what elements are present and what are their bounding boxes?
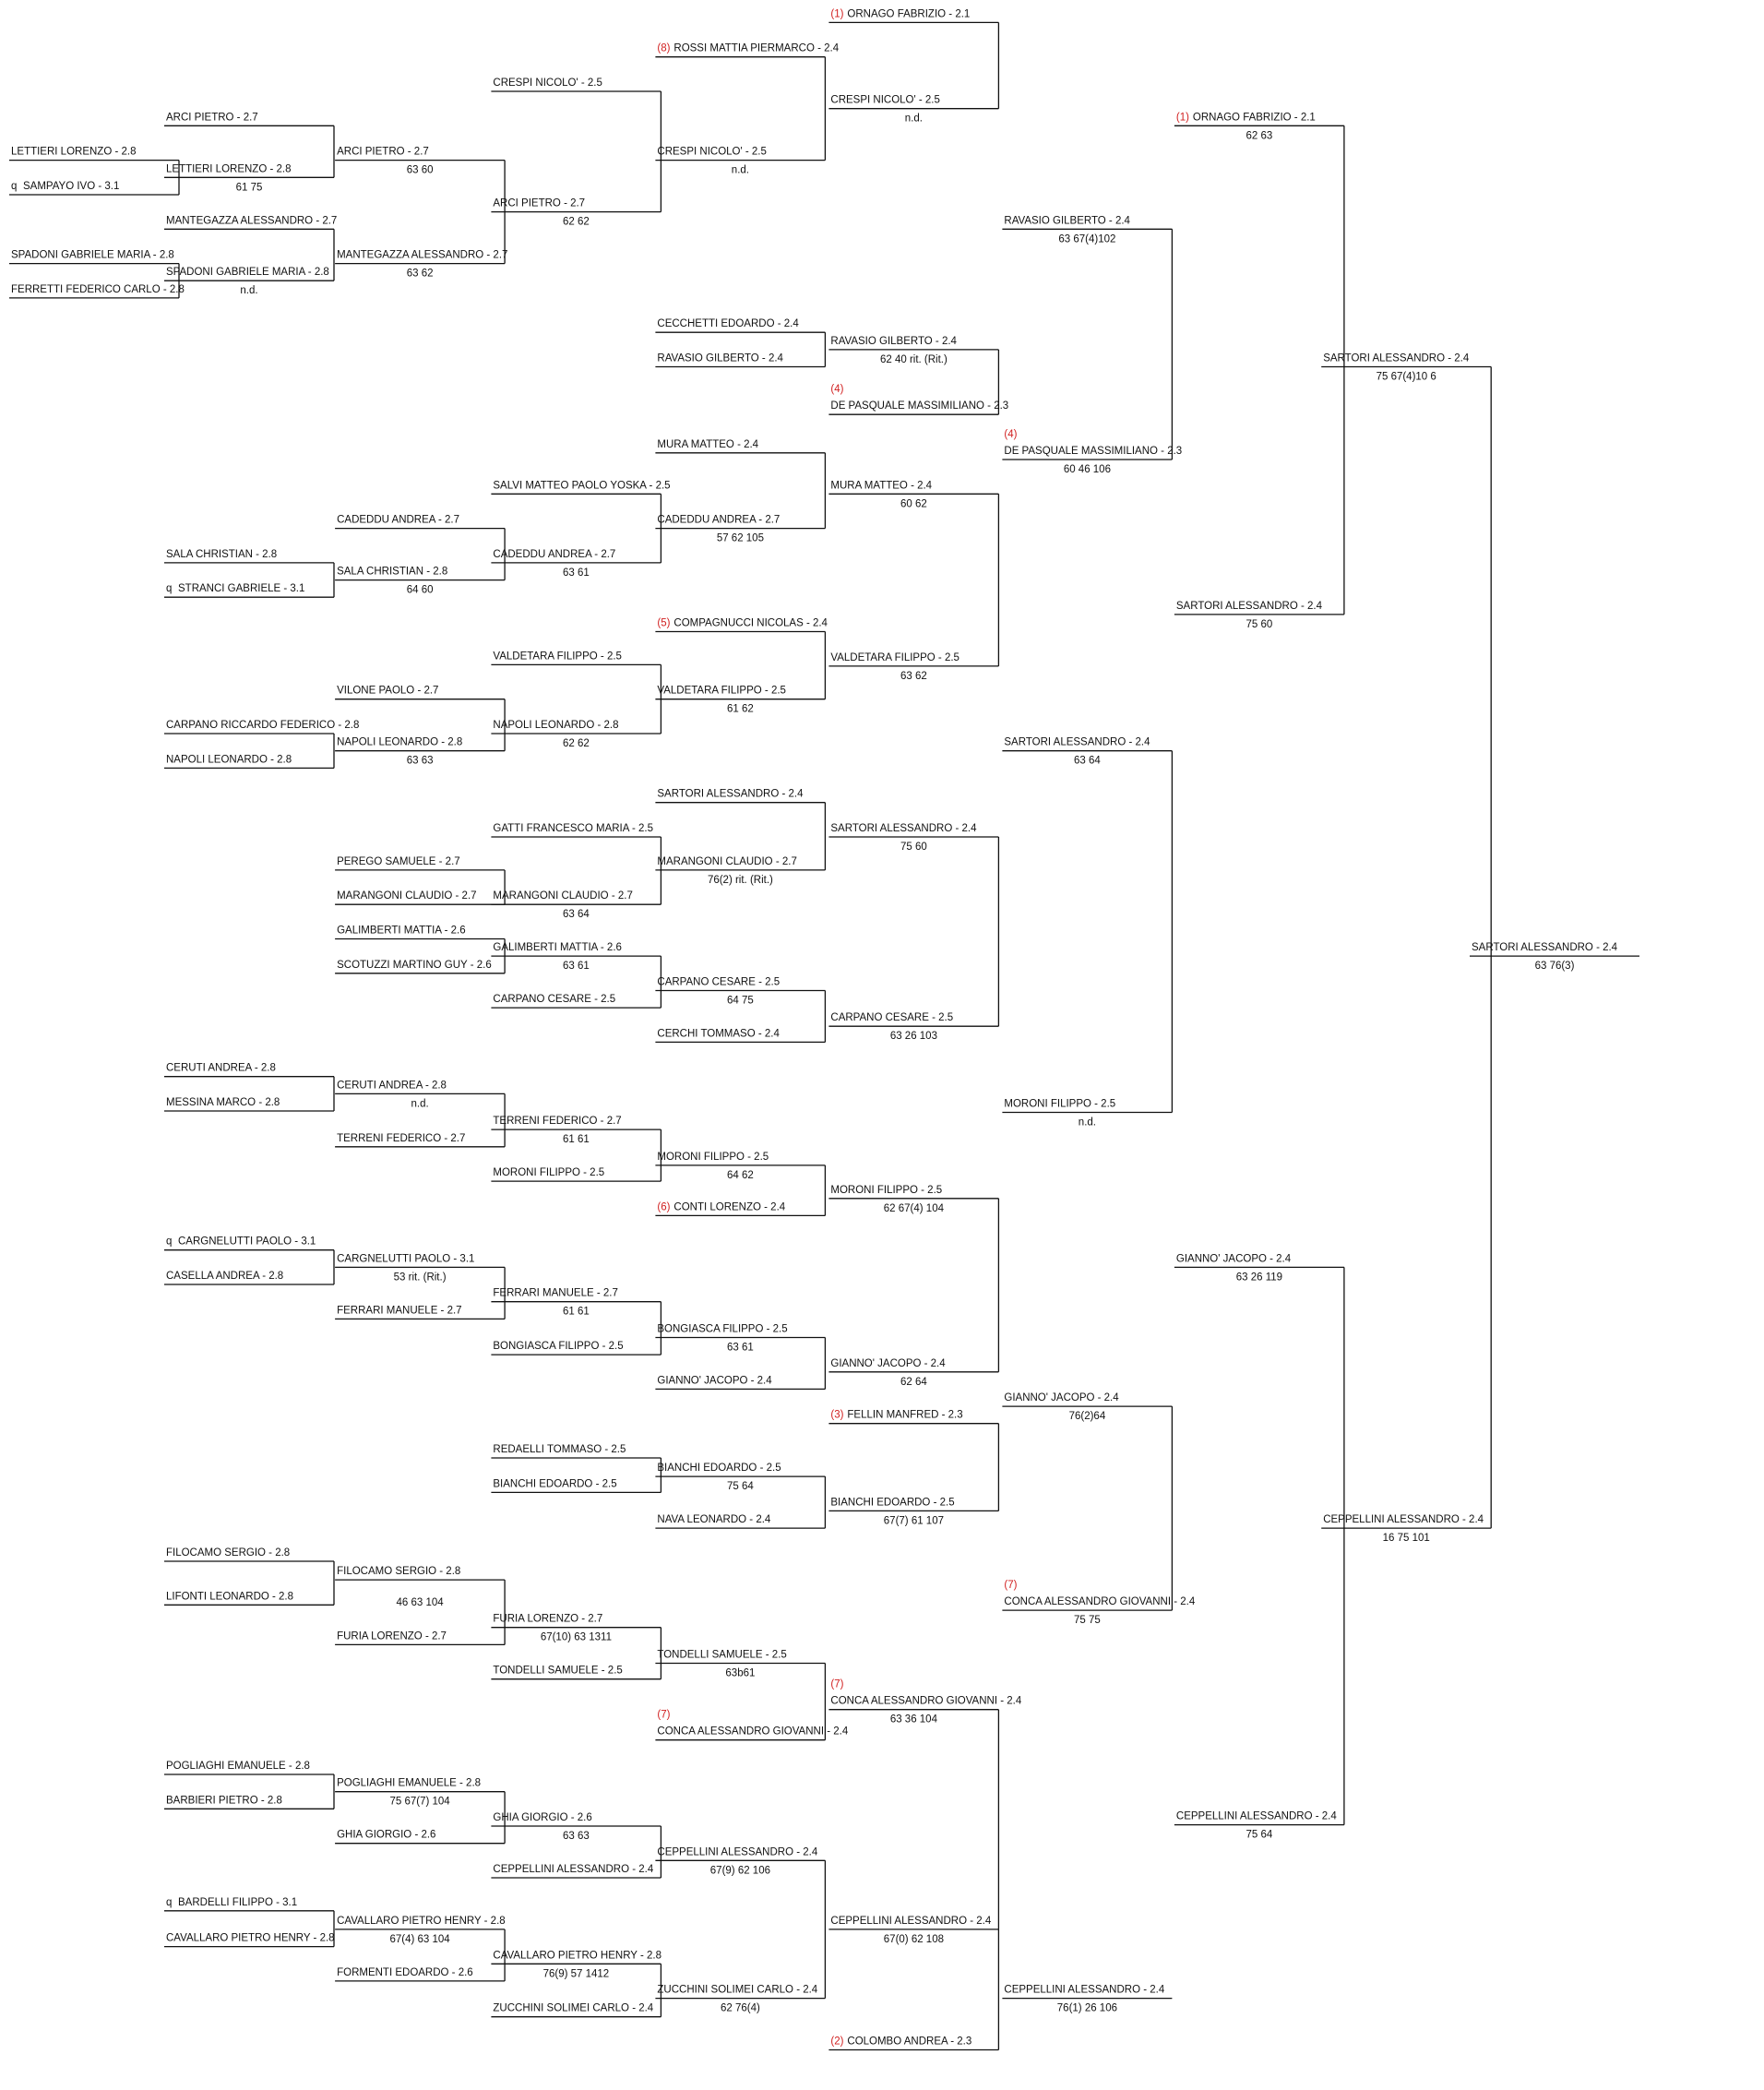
player-name: POGLIAGHI EMANUELE - 2.8 xyxy=(166,1761,310,1772)
player-name: CASELLA ANDREA - 2.8 xyxy=(166,1271,284,1282)
match-score: n.d. xyxy=(411,1098,429,1110)
player-name: GHIA GIORGIO - 2.6 xyxy=(493,1812,592,1823)
match-score: 63 26 119 xyxy=(1235,1272,1283,1284)
match-score: 62 62 xyxy=(563,216,590,228)
player-name: GATTI FRANCESCO MARIA - 2.5 xyxy=(493,823,653,834)
match-score: 75 67(7) 104 xyxy=(389,1796,450,1808)
player-name: CARPANO RICCARDO FEDERICO - 2.8 xyxy=(166,720,360,731)
player-name: CRESPI NICOLO' - 2.5 xyxy=(830,94,940,106)
qualifier-mark: q xyxy=(166,1236,173,1248)
player-name: CARPANO CESARE - 2.5 xyxy=(657,976,781,988)
match-score: 63 60 xyxy=(406,164,434,176)
match-score: 63 36 104 xyxy=(889,1714,937,1726)
player-name: SARTORI ALESSANDRO - 2.4 xyxy=(657,788,804,800)
qualifier-mark: q xyxy=(166,1896,173,1908)
match-score: 62 40 rit. (Rit.) xyxy=(879,353,948,365)
player-name: TERRENI FEDERICO - 2.7 xyxy=(493,1116,622,1128)
player-name: MORONI FILIPPO - 2.5 xyxy=(493,1167,605,1179)
player-name: MARANGONI CLAUDIO - 2.7 xyxy=(493,890,633,902)
player-name: CARGNELUTTI PAOLO - 3.1 xyxy=(178,1236,316,1248)
player-name: CARPANO CESARE - 2.5 xyxy=(830,1012,954,1024)
player-name: FERRARI MANUELE - 2.7 xyxy=(337,1305,462,1317)
player-name: LIFONTI LEONARDO - 2.8 xyxy=(166,1591,294,1603)
player-name: GIANNO' JACOPO - 2.4 xyxy=(1004,1392,1119,1404)
match-score: 76(2) rit. (Rit.) xyxy=(707,874,773,886)
player-name: VALDETARA FILIPPO - 2.5 xyxy=(657,685,786,697)
seed-label: (7) xyxy=(1004,1580,1018,1592)
player-name: BARDELLI FILIPPO - 3.1 xyxy=(178,1896,298,1908)
player-name: FELLIN MANFRED - 2.3 xyxy=(847,1409,963,1421)
player-name: CRESPI NICOLO' - 2.5 xyxy=(657,146,767,158)
player-name: SARTORI ALESSANDRO - 2.4 xyxy=(1004,736,1150,748)
player-name: PEREGO SAMUELE - 2.7 xyxy=(337,855,460,867)
player-name: SCOTUZZI MARTINO GUY - 2.6 xyxy=(337,959,492,971)
match-score: 75 64 xyxy=(727,1481,754,1493)
match-score: 67(4) 63 104 xyxy=(389,1933,450,1945)
player-name: CERUTI ANDREA - 2.8 xyxy=(166,1062,276,1074)
player-name: FERRARI MANUELE - 2.7 xyxy=(493,1287,618,1299)
player-name: CERCHI TOMMASO - 2.4 xyxy=(657,1028,780,1040)
player-name: BARBIERI PIETRO - 2.8 xyxy=(166,1795,282,1807)
player-name: MESSINA MARCO - 2.8 xyxy=(166,1097,280,1108)
player-name: MARANGONI CLAUDIO - 2.7 xyxy=(337,890,477,902)
player-name: CARGNELUTTI PAOLO - 3.1 xyxy=(337,1253,475,1265)
match-score: 63 61 xyxy=(563,961,590,973)
player-name: CEPPELLINI ALESSANDRO - 2.4 xyxy=(1175,1810,1337,1822)
match-score: 64 75 xyxy=(727,995,754,1007)
player-name: MORONI FILIPPO - 2.5 xyxy=(830,1184,943,1196)
match-score: 63 61 xyxy=(727,1342,754,1354)
player-name: SARTORI ALESSANDRO - 2.4 xyxy=(1175,600,1322,612)
player-name: MURA MATTEO - 2.4 xyxy=(830,480,933,492)
player-name: FILOCAMO SERGIO - 2.8 xyxy=(337,1566,461,1578)
player-name: FURIA LORENZO - 2.7 xyxy=(337,1630,447,1642)
match-score: 62 76(4) xyxy=(720,2002,760,2014)
player-name: CRESPI NICOLO' - 2.5 xyxy=(493,78,602,89)
player-name: GALIMBERTI MATTIA - 2.6 xyxy=(337,925,466,937)
player-name: CONCA ALESSANDRO GIOVANNI - 2.4 xyxy=(1004,1596,1196,1608)
player-name: NAPOLI LEONARDO - 2.8 xyxy=(166,754,292,766)
player-name: SARTORI ALESSANDRO - 2.4 xyxy=(830,823,977,834)
player-name: MARANGONI CLAUDIO - 2.7 xyxy=(657,855,797,867)
player-name: CONCA ALESSANDRO GIOVANNI - 2.4 xyxy=(657,1726,849,1738)
seed-label: (2) xyxy=(830,2036,844,2048)
player-name: SARTORI ALESSANDRO - 2.4 xyxy=(1472,942,1618,954)
player-name: ARCI PIETRO - 2.7 xyxy=(493,197,586,209)
seed-label: (4) xyxy=(830,384,844,396)
seed-label: (6) xyxy=(657,1201,671,1213)
player-name: VALDETARA FILIPPO - 2.5 xyxy=(830,651,959,663)
match-score: 62 63 xyxy=(1246,130,1273,142)
player-name: MANTEGAZZA ALESSANDRO - 2.7 xyxy=(166,215,338,227)
qualifier-mark: q xyxy=(166,583,173,595)
match-score: 61 61 xyxy=(563,1134,590,1146)
player-name: CADEDDU ANDREA - 2.7 xyxy=(337,514,460,526)
match-score: 67(10) 63 1311 xyxy=(540,1631,612,1643)
match-score: 63 61 xyxy=(563,567,590,579)
match-score: 67(7) 61 107 xyxy=(883,1515,945,1527)
player-name: SARTORI ALESSANDRO - 2.4 xyxy=(1323,352,1470,364)
match-score: 63 67(4)102 xyxy=(1058,233,1116,245)
match-score: 63 62 xyxy=(900,670,927,682)
player-name: RAVASIO GILBERTO - 2.4 xyxy=(657,352,783,364)
player-name: NAPOLI LEONARDO - 2.8 xyxy=(493,720,619,731)
match-score: 75 67(4)10 6 xyxy=(1376,371,1436,383)
match-score: 63 76(3) xyxy=(1534,961,1575,973)
match-score: 75 60 xyxy=(1246,618,1273,630)
player-name: SAMPAYO IVO - 3.1 xyxy=(23,181,120,192)
player-name: GIANNO' JACOPO - 2.4 xyxy=(657,1375,772,1387)
match-score: n.d. xyxy=(904,113,923,125)
player-name: FILOCAMO SERGIO - 2.8 xyxy=(166,1547,291,1559)
player-name: ORNAGO FABRIZIO - 2.1 xyxy=(847,8,971,20)
player-name: SPADONI GABRIELE MARIA - 2.8 xyxy=(166,267,329,279)
seed-label: (1) xyxy=(830,8,844,20)
player-name: VILONE PAOLO - 2.7 xyxy=(337,685,439,697)
player-name: TONDELLI SAMUELE - 2.5 xyxy=(657,1649,787,1661)
match-score: 46 63 104 xyxy=(396,1597,444,1609)
seed-label: (3) xyxy=(830,1409,844,1421)
match-score: 62 62 xyxy=(563,738,590,749)
player-name: DE PASQUALE MASSIMILIANO - 2.3 xyxy=(830,400,1009,412)
match-score: 60 46 106 xyxy=(1063,464,1111,475)
player-name: CADEDDU ANDREA - 2.7 xyxy=(493,548,616,560)
player-name: ROSSI MATTIA PIERMARCO - 2.4 xyxy=(673,42,840,54)
player-name: SALA CHRISTIAN - 2.8 xyxy=(337,566,448,578)
match-score: 61 61 xyxy=(563,1306,590,1318)
seed-label: (4) xyxy=(1004,429,1018,440)
match-score: 62 67(4) 104 xyxy=(883,1202,945,1214)
player-name: CONCA ALESSANDRO GIOVANNI - 2.4 xyxy=(830,1695,1022,1707)
player-name: CONTI LORENZO - 2.4 xyxy=(673,1201,786,1213)
seed-label: (1) xyxy=(1175,112,1189,124)
player-name: CAVALLARO PIETRO HENRY - 2.8 xyxy=(166,1932,335,1944)
player-name: COMPAGNUCCI NICOLAS - 2.4 xyxy=(673,617,828,629)
player-name: BIANCHI EDOARDO - 2.5 xyxy=(830,1497,955,1509)
match-score: 63 64 xyxy=(563,909,590,921)
player-name: CERUTI ANDREA - 2.8 xyxy=(337,1080,447,1092)
player-name: ORNAGO FABRIZIO - 2.1 xyxy=(1192,112,1316,124)
seed-label: (5) xyxy=(657,617,671,629)
match-score: 53 rit. (Rit.) xyxy=(393,1272,447,1284)
match-score: 75 60 xyxy=(900,842,927,853)
player-name: FORMENTI EDOARDO - 2.6 xyxy=(337,1966,473,1978)
player-name: CARPANO CESARE - 2.5 xyxy=(493,994,616,1006)
player-name: BONGIASCA FILIPPO - 2.5 xyxy=(657,1323,788,1335)
match-score: 64 62 xyxy=(727,1169,754,1181)
player-name: DE PASQUALE MASSIMILIANO - 2.3 xyxy=(1004,446,1183,457)
match-score: 62 64 xyxy=(900,1376,927,1388)
player-name: SALVI MATTEO PAOLO YOSKA - 2.5 xyxy=(493,480,671,492)
seed-label: (7) xyxy=(830,1678,844,1690)
player-name: LETTIERI LORENZO - 2.8 xyxy=(11,146,137,158)
match-score: 57 62 105 xyxy=(716,532,764,544)
match-score: 63 64 xyxy=(1074,755,1101,767)
player-name: REDAELLI TOMMASO - 2.5 xyxy=(493,1444,626,1455)
match-score: 75 64 xyxy=(1246,1829,1273,1841)
player-name: FERRETTI FEDERICO CARLO - 2.8 xyxy=(11,283,185,295)
player-name: VALDETARA FILIPPO - 2.5 xyxy=(493,651,622,663)
player-name: NAVA LEONARDO - 2.4 xyxy=(657,1514,771,1526)
match-score: 76(9) 57 1412 xyxy=(542,1968,610,1980)
match-score: 64 60 xyxy=(406,584,434,596)
player-name: ARCI PIETRO - 2.7 xyxy=(166,112,258,124)
player-name: CECCHETTI EDOARDO - 2.4 xyxy=(657,318,799,330)
match-score: 63 26 103 xyxy=(889,1031,937,1043)
player-name: MORONI FILIPPO - 2.5 xyxy=(1004,1098,1116,1110)
player-name: CEPPELLINI ALESSANDRO - 2.4 xyxy=(1004,1984,1165,1996)
player-name: GIANNO' JACOPO - 2.4 xyxy=(1175,1253,1292,1265)
player-name: ARCI PIETRO - 2.7 xyxy=(337,146,429,158)
match-score: 75 75 xyxy=(1074,1615,1101,1627)
player-name: CEPPELLINI ALESSANDRO - 2.4 xyxy=(1323,1514,1484,1526)
player-name: GIANNO' JACOPO - 2.4 xyxy=(830,1357,946,1369)
player-name: SALA CHRISTIAN - 2.8 xyxy=(166,548,278,560)
player-name: BIANCHI EDOARDO - 2.5 xyxy=(493,1478,617,1490)
player-name: CAVALLARO PIETRO HENRY - 2.8 xyxy=(493,1950,662,1962)
player-name: CEPPELLINI ALESSANDRO - 2.4 xyxy=(657,1846,818,1858)
player-name: ZUCCHINI SOLIMEI CARLO - 2.4 xyxy=(493,2002,654,2014)
player-name: CEPPELLINI ALESSANDRO - 2.4 xyxy=(830,1915,992,1927)
player-name: LETTIERI LORENZO - 2.8 xyxy=(166,163,292,175)
player-name: POGLIAGHI EMANUELE - 2.8 xyxy=(337,1777,482,1789)
match-score: 63b61 xyxy=(725,1667,756,1679)
match-score: 60 62 xyxy=(900,498,927,510)
player-name: TONDELLI SAMUELE - 2.5 xyxy=(493,1665,623,1677)
match-score: 16 75 101 xyxy=(1382,1533,1430,1545)
player-name: COLOMBO ANDREA - 2.3 xyxy=(847,2036,972,2048)
player-name: TERRENI FEDERICO - 2.7 xyxy=(337,1132,466,1144)
qualifier-mark: q xyxy=(11,181,18,192)
player-name: MURA MATTEO - 2.4 xyxy=(657,438,759,450)
player-name: CAVALLARO PIETRO HENRY - 2.8 xyxy=(337,1915,506,1927)
match-score: n.d. xyxy=(1078,1117,1096,1129)
seed-label: (8) xyxy=(657,42,671,54)
player-name: STRANCI GABRIELE - 3.1 xyxy=(178,583,305,595)
player-name: RAVASIO GILBERTO - 2.4 xyxy=(830,335,957,347)
match-score: 67(0) 62 108 xyxy=(883,1933,945,1945)
player-name: RAVASIO GILBERTO - 2.4 xyxy=(1004,215,1130,227)
match-score: 63 63 xyxy=(406,755,434,767)
match-score: 67(9) 62 106 xyxy=(709,1865,771,1877)
player-name: CEPPELLINI ALESSANDRO - 2.4 xyxy=(493,1864,654,1875)
player-name: ZUCCHINI SOLIMEI CARLO - 2.4 xyxy=(657,1984,818,1996)
player-name: MORONI FILIPPO - 2.5 xyxy=(657,1151,769,1163)
match-score: 61 75 xyxy=(235,182,263,194)
player-name: BIANCHI EDOARDO - 2.5 xyxy=(657,1463,781,1475)
player-name: CADEDDU ANDREA - 2.7 xyxy=(657,514,781,526)
match-score: 63 62 xyxy=(406,268,434,280)
match-score: n.d. xyxy=(731,164,749,176)
player-name: MANTEGAZZA ALESSANDRO - 2.7 xyxy=(337,249,508,261)
player-name: NAPOLI LEONARDO - 2.8 xyxy=(337,736,463,748)
match-score: 63 63 xyxy=(563,1831,590,1842)
player-name: GALIMBERTI MATTIA - 2.6 xyxy=(493,942,622,954)
seed-label: (7) xyxy=(657,1709,671,1721)
player-name: FURIA LORENZO - 2.7 xyxy=(493,1613,603,1625)
player-name: BONGIASCA FILIPPO - 2.5 xyxy=(493,1341,624,1353)
match-score: n.d. xyxy=(240,285,258,297)
player-name: GHIA GIORGIO - 2.6 xyxy=(337,1829,436,1841)
match-score: 61 62 xyxy=(727,703,754,715)
player-name: SPADONI GABRIELE MARIA - 2.8 xyxy=(11,249,174,261)
match-score: 76(2)64 xyxy=(1068,1411,1106,1423)
match-score: 76(1) 26 106 xyxy=(1056,2002,1118,2014)
